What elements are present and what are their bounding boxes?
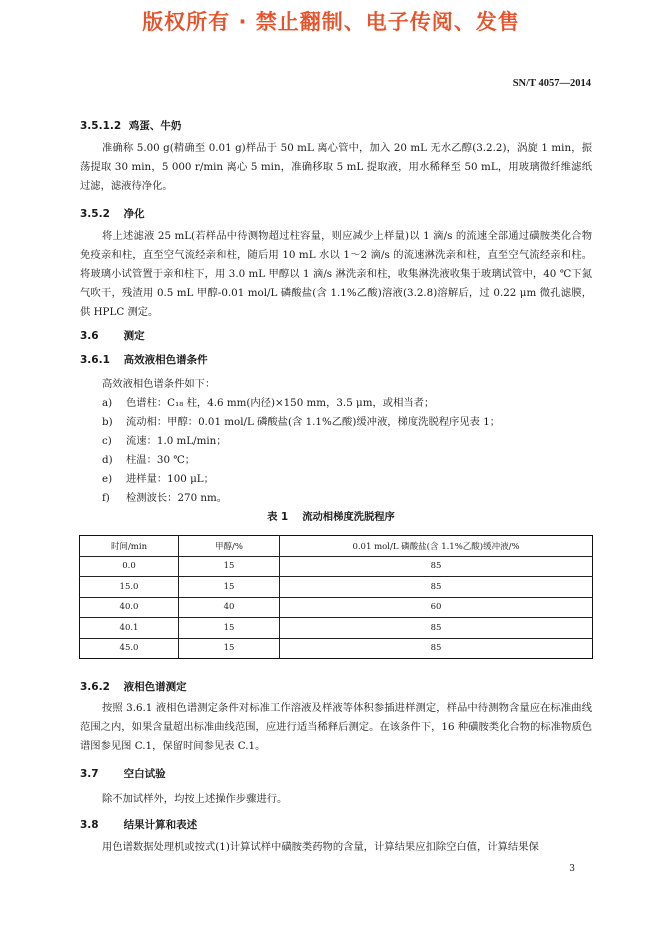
section-3-7-heading	[80, 766, 166, 781]
section-3-6-2-text: 按照 3.6.1 液相色谱测定条件对标准工作溶液及样液等体积参插进样测定，样品中待测物含量应在标准曲线范围之内，如果含量超出标准曲线范围，应进行适当稀释后测定。在该条件下，16 种磺胺类化合物的标准物质色谱图参见图 C.1，保留时间参见表 C.1。	[80, 702, 592, 752]
document-code: SN/T 4057—2014	[512, 78, 591, 89]
section-number: 3.8	[80, 819, 99, 831]
section-title: 空白试验	[123, 768, 166, 780]
header-buffer: 0.01 mol/L 磷酸盐(含 1.1%乙酸)缓冲液/%	[280, 536, 593, 557]
list-item	[102, 451, 195, 466]
cell-buffer: 85	[280, 577, 593, 598]
list-text: 检测波长：270 nm。	[126, 492, 228, 504]
table-row	[80, 577, 593, 598]
section-title: 结果计算和表述	[123, 819, 198, 831]
list-marker: a)	[102, 397, 113, 409]
list-item	[102, 413, 500, 428]
cell-time: 0.0	[80, 556, 179, 577]
list-marker: e)	[102, 473, 113, 485]
cell-buffer: 85	[280, 638, 593, 659]
list-marker: f)	[102, 492, 110, 504]
list-text: 色谱柱：C₁₈ 柱，4.6 mm(内径)×150 mm，3.5 μm，或相当者；	[126, 397, 435, 409]
list-text: 流动相：甲醇：0.01 mol/L 磷酸盐(含 1.1%乙酸)缓冲液，梯度洗脱程序见表 1；	[126, 416, 501, 428]
cell-time: 45.0	[80, 638, 179, 659]
list-marker: c)	[102, 435, 112, 447]
cell-time: 15.0	[80, 577, 179, 598]
cell-methanol: 15	[179, 577, 280, 598]
list-item	[102, 470, 214, 485]
section-number: 3.6	[80, 330, 99, 342]
section-number: 3.5.2	[80, 208, 110, 220]
section-number: 3.6.2	[80, 681, 110, 693]
cell-methanol: 15	[179, 618, 280, 639]
table-number: 表 1	[267, 511, 289, 523]
cell-buffer: 85	[280, 556, 593, 577]
section-title: 鸡蛋、牛奶	[128, 120, 182, 132]
section-3-6-1-heading	[80, 352, 208, 367]
list-item	[102, 489, 227, 504]
list-item	[102, 432, 227, 447]
section-title: 高效液相色谱条件	[123, 354, 208, 366]
section-3-8-heading	[80, 817, 197, 832]
table-row	[80, 638, 593, 659]
cell-time: 40.1	[80, 618, 179, 639]
table-row	[80, 556, 593, 577]
list-text: 流速：1.0 mL/min；	[126, 435, 227, 447]
list-text: 柱温：30 ℃；	[126, 454, 196, 466]
section-title: 净化	[123, 208, 145, 220]
section-3-5-2-heading	[80, 206, 145, 221]
copyright-watermark: 版权所有 · 禁止翻制、电子传阅、发售	[142, 10, 520, 34]
section-3-8-text: 用色谱数据处理机或按式(1)计算试样中磺胺类药物的含量，计算结果应扣除空白值，计算结果保	[102, 841, 539, 853]
table-row	[80, 597, 593, 618]
section-3-6-heading	[80, 328, 145, 343]
section-3-5-2-text: 将上述滤液 25 mL(若样品中待测物超过柱容量，则应减少上样量)以 1 滴/s 的流速全部通过磺胺类化合物免疫亲和柱，直至空气流经亲和柱，随后用 10 mL 水以 1～2 滴/s 的流速淋洗亲和柱，直至空气流经亲和柱。将玻璃小试管置于亲和柱下，用 3.0 mL 甲醇以 1 滴/s 淋洗亲和柱，收集淋洗液收集于玻璃试管中，40 ℃下氮气吹干，残渣用 0.5 mL 甲醇-0.01 mol/L 磷酸盐(含 1.1%乙酸)溶液(3.2.8)溶解后，过 0.22 μm 微孔滤膜，供 HPLC 测定。	[80, 230, 592, 318]
table-caption	[0, 508, 662, 523]
page-number: 3	[569, 864, 575, 874]
cell-time: 40.0	[80, 597, 179, 618]
section-3-7-text: 除不加试样外，均按上述操作步骤进行。	[102, 793, 288, 805]
section-3-5-1-2-text: 准确称 5.00 g(精确至 0.01 g)样品于 50 mL 离心管中，加入 20 mL 无水乙醇(3.2.2)，涡旋 1 min，振荡提取 30 min，5 000 r/min 离心 5 min，准确移取 5 mL 提取液，用水稀释至 50 mL，用玻璃微纤维滤纸过滤，滤液待净化。	[80, 142, 592, 192]
section-number: 3.7	[80, 768, 99, 780]
section-3-6-2-heading	[80, 679, 187, 694]
gradient-table	[79, 535, 593, 659]
cell-methanol: 15	[179, 638, 280, 659]
table-row	[80, 618, 593, 639]
list-text: 进样量：100 μL；	[126, 473, 214, 485]
cell-buffer: 60	[280, 597, 593, 618]
list-marker: b)	[102, 416, 113, 428]
section-title: 测定	[123, 330, 145, 342]
section-number: 3.5.1.2	[80, 120, 122, 132]
cell-methanol: 40	[179, 597, 280, 618]
table-title: 流动相梯度洗脱程序	[302, 511, 395, 523]
section-number: 3.6.1	[80, 354, 110, 366]
header-methanol: 甲醇/%	[179, 536, 280, 557]
conditions-intro: 高效液相色谱条件如下：	[102, 378, 216, 390]
list-marker: d)	[102, 454, 113, 466]
section-3-5-1-2-heading	[80, 118, 181, 133]
table-header-row	[80, 536, 593, 557]
header-time: 时间/min	[80, 536, 179, 557]
cell-methanol: 15	[179, 556, 280, 577]
cell-buffer: 85	[280, 618, 593, 639]
section-title: 液相色谱测定	[123, 681, 187, 693]
list-item	[102, 394, 434, 409]
